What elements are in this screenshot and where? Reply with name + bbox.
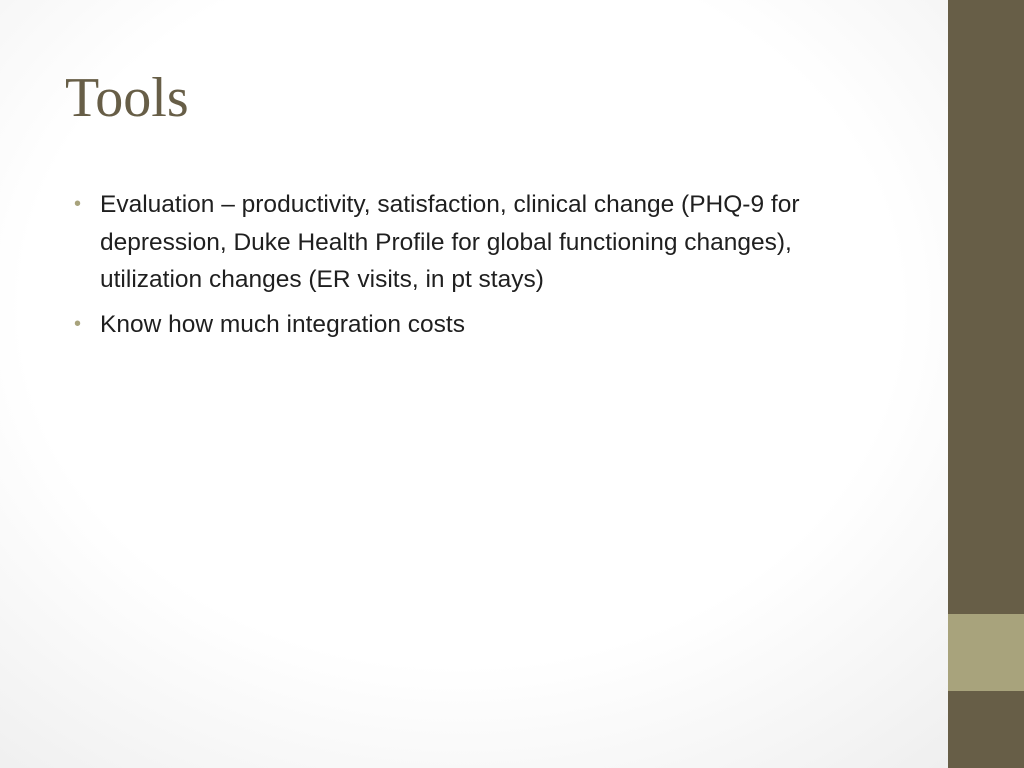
sidebar-accent-block <box>948 614 1024 691</box>
bullet-item <box>72 186 892 299</box>
bullet-text: Know how much integration costs <box>100 310 465 338</box>
bullet-text: Evaluation – productivity, satisfaction, clinical change (PHQ-9 for depression, Duke Health Profile for global functioning changes), utilization changes (ER visits, in pt stays) <box>100 191 800 293</box>
slide-title: Tools <box>65 67 189 129</box>
bullet-icon: • <box>74 193 82 215</box>
bullet-item <box>72 306 892 344</box>
bullet-icon: • <box>74 312 82 335</box>
bullet-list <box>72 186 892 350</box>
